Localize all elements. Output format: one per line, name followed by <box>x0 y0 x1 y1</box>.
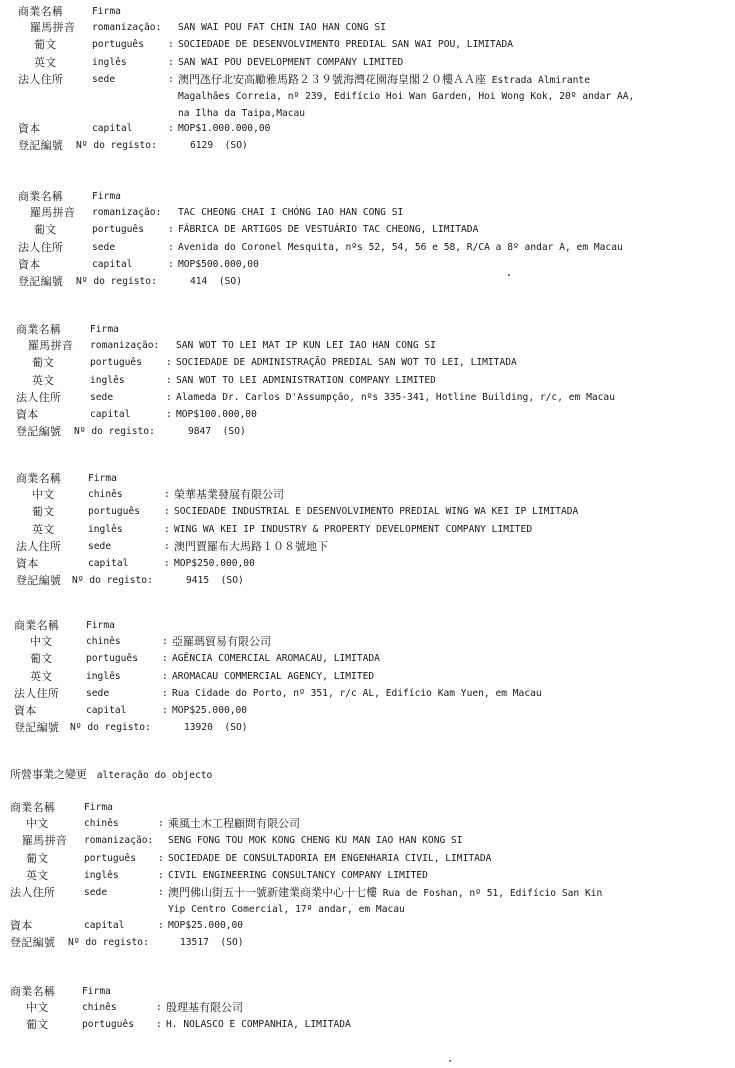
field-value <box>178 205 403 221</box>
field-label-zh: 登記編號 <box>14 721 60 734</box>
field-value <box>174 487 284 504</box>
field-colon: : <box>158 818 164 829</box>
field-value-text: 9415 (SO) <box>186 575 244 586</box>
field-value-text: MOP$1.000.000,00 <box>178 123 271 134</box>
field-value-text: 9847 (SO) <box>188 426 246 437</box>
field-value <box>178 72 590 89</box>
field-colon: : <box>158 887 164 898</box>
field-label-pt: Firma <box>88 473 117 484</box>
field-value <box>166 1017 351 1033</box>
field-label-pt: Firma <box>86 620 115 631</box>
field-value-zh: 乘風土木工程顧問有限公司 <box>168 817 300 830</box>
field-label-zh: 葡文 <box>32 505 55 518</box>
field-label-zh: 葡文 <box>34 223 57 236</box>
field-value <box>190 138 248 154</box>
field-label-pt: Firma <box>82 986 111 997</box>
field-colon: : <box>166 409 172 420</box>
field-value <box>178 222 478 238</box>
field-value-text: SOCIEDADE DE CONSULTADORIA EM ENGENHARIA CIVIL, LIMITADA <box>168 853 492 864</box>
field-value-text: Alameda Dr. Carlos D'Assumpção, nºs 335-341, Hotline Building, r/c, em Macau <box>176 392 615 403</box>
field-label-zh: 資本 <box>18 122 41 135</box>
field-value-continuation: Yip Centro Comercial, 17º andar, em Macau <box>168 904 405 915</box>
field-label-zh: 法人住所 <box>18 241 64 254</box>
field-label-pt: capital <box>92 259 133 270</box>
scan-speck <box>508 274 510 276</box>
field-value <box>178 121 270 137</box>
field-value-text: AROMACAU COMMERCIAL AGENCY, LIMITED <box>172 671 375 682</box>
field-label-pt: inglês <box>92 57 127 68</box>
field-label-pt: sede <box>90 392 114 403</box>
field-value-text: SENG FONG TOU MOK KONG CHENG KU MAN IAO HAN KONG SI <box>168 835 463 846</box>
field-label-zh: 法人住所 <box>16 391 62 404</box>
field-value <box>172 634 271 651</box>
field-value <box>180 935 244 951</box>
field-label-pt: português <box>92 224 144 235</box>
field-value <box>178 257 259 273</box>
field-label-zh: 商業名稱 <box>10 801 56 814</box>
field-value-text: SOCIEDADE DE ADMINISTRAÇÃO PREDIAL SAN WOT TO LEI, LIMITADA <box>176 357 517 368</box>
field-colon: : <box>164 489 170 500</box>
field-label-zh: 法人住所 <box>16 540 62 553</box>
field-value-text: TAC CHEONG CHAI I CHÓNG IAO HAN CONG SI <box>178 207 404 218</box>
field-value-text: MOP$25.000,00 <box>172 705 248 716</box>
field-label-zh: 中文 <box>26 817 49 830</box>
field-label-zh: 法人住所 <box>10 886 56 899</box>
field-label-pt: inglês <box>90 375 125 386</box>
field-label-zh: 商業名稱 <box>10 985 56 998</box>
field-label-pt: Nº do registo: <box>74 426 155 437</box>
field-label-zh: 羅馬拼音 <box>30 21 76 34</box>
field-value-text: Rua Cidade do Porto, nº 351, r/c AL, Edifício Kam Yuen, em Macau <box>172 688 542 699</box>
field-colon: : <box>156 1019 162 1030</box>
field-label-pt: chinês <box>88 489 123 500</box>
field-value-text: 13517 (SO) <box>180 937 244 948</box>
field-label-pt: inglês <box>88 524 123 535</box>
field-value <box>188 424 246 440</box>
field-value-text: SAN WOT TO LEI ADMINISTRATION COMPANY LIMITED <box>176 375 436 386</box>
field-label-zh: 英文 <box>26 869 49 882</box>
field-label-pt: capital <box>90 409 131 420</box>
field-label-zh: 登記編號 <box>16 425 62 438</box>
field-label-pt: Firma <box>90 324 119 335</box>
field-label-zh: 資本 <box>14 704 37 717</box>
field-colon: : <box>158 853 164 864</box>
field-label-zh: 葡文 <box>26 852 49 865</box>
field-colon: : <box>166 375 172 386</box>
field-colon: : <box>168 259 174 270</box>
field-label-zh: 英文 <box>32 374 55 387</box>
section-heading-pt: alteração do objecto <box>96 770 213 781</box>
field-value-text: WING WA KEI IP INDUSTRY & PROPERTY DEVELOPMENT COMPANY LIMITED <box>174 524 533 535</box>
field-value <box>178 55 403 71</box>
field-value <box>176 338 436 354</box>
field-colon: : <box>166 392 172 403</box>
field-colon: : <box>162 705 168 716</box>
field-value-text: AGÊNCIA COMERCIAL AROMACAU, LIMITADA <box>172 653 380 664</box>
field-label-pt: Nº do registo: <box>76 140 157 151</box>
field-label-zh: 葡文 <box>32 356 55 369</box>
field-value-text: MOP$25.000,00 <box>168 920 244 931</box>
field-value <box>168 868 428 884</box>
field-value-zh: 澳門賈羅布大馬路１０８號地下 <box>174 540 328 553</box>
field-value-text: FÁBRICA DE ARTIGOS DE VESTUÁRIO TAC CHEONG, LIMITADA <box>178 224 479 235</box>
field-value-zh: 澳門佛山街五十一號新建業商業中心十七樓 <box>168 886 377 899</box>
field-colon: : <box>164 524 170 535</box>
field-colon: : <box>162 636 168 647</box>
field-value-text: SAN WOT TO LEI MAT IP KUN LEI IAO HAN CONG SI <box>176 340 436 351</box>
field-label-zh: 法人住所 <box>14 687 60 700</box>
field-label-zh: 登記編號 <box>16 574 62 587</box>
field-colon: : <box>166 357 172 368</box>
field-label-zh: 英文 <box>34 56 57 69</box>
field-value-zh: 殷理基有限公司 <box>166 1001 243 1014</box>
field-label-pt: Firma <box>92 6 121 17</box>
field-colon: : <box>162 653 168 664</box>
field-label-pt: sede <box>88 541 112 552</box>
field-label-pt: sede <box>92 74 116 85</box>
field-colon: : <box>164 558 170 569</box>
field-value <box>174 556 255 572</box>
field-label-pt: chinês <box>82 1002 117 1013</box>
field-label-zh: 資本 <box>10 919 33 932</box>
field-label-pt: romanização: <box>92 22 162 33</box>
field-label-zh: 羅馬拼音 <box>28 339 74 352</box>
field-value <box>168 851 491 867</box>
field-label-zh: 商業名稱 <box>16 323 62 336</box>
field-value-text: SAN WAI POU FAT CHIN IAO HAN CONG SI <box>178 22 386 33</box>
field-value <box>174 504 578 520</box>
field-label-pt: português <box>90 357 142 368</box>
field-colon: : <box>164 506 170 517</box>
field-value <box>172 669 374 685</box>
field-value <box>168 833 463 849</box>
field-label-zh: 商業名稱 <box>18 190 64 203</box>
field-label-pt: capital <box>88 558 129 569</box>
field-label-zh: 法人住所 <box>18 73 64 86</box>
field-label-zh: 商業名稱 <box>16 472 62 485</box>
field-value-zh: 亞羅瑪貿易有限公司 <box>172 635 271 648</box>
field-label-zh: 英文 <box>30 670 53 683</box>
field-value <box>168 918 243 934</box>
field-colon: : <box>156 1002 162 1013</box>
field-label-zh: 中文 <box>26 1001 49 1014</box>
field-label-pt: Firma <box>84 802 113 813</box>
field-colon: : <box>168 224 174 235</box>
field-value-text: 13920 (SO) <box>184 722 248 733</box>
field-value-text: SAN WAI POU DEVELOPMENT COMPANY LIMITED <box>178 57 404 68</box>
field-colon: : <box>164 541 170 552</box>
field-label-pt: inglês <box>84 870 119 881</box>
field-value <box>190 274 242 290</box>
section-heading <box>10 767 212 784</box>
field-label-zh: 登記編號 <box>18 275 64 288</box>
field-label-pt: português <box>88 506 140 517</box>
field-label-pt: português <box>92 39 144 50</box>
field-value <box>172 703 247 719</box>
field-colon: : <box>168 57 174 68</box>
field-label-pt: chinês <box>84 818 119 829</box>
field-label-pt: capital <box>84 920 125 931</box>
field-label-pt: sede <box>84 887 108 898</box>
field-colon: : <box>168 39 174 50</box>
field-value <box>176 390 615 406</box>
field-value <box>178 20 386 36</box>
field-label-pt: sede <box>86 688 110 699</box>
field-label-zh: 羅馬拼音 <box>30 206 76 219</box>
field-label-pt: capital <box>92 123 133 134</box>
field-label-pt: Nº do registo: <box>68 937 149 948</box>
field-value <box>172 651 380 667</box>
field-label-zh: 葡文 <box>26 1018 49 1031</box>
field-value <box>184 720 248 736</box>
field-label-pt: capital <box>86 705 127 716</box>
field-value <box>178 37 513 53</box>
field-value <box>176 407 257 423</box>
field-value <box>176 355 517 371</box>
field-label-zh: 葡文 <box>30 652 53 665</box>
field-value-zh: 澳門氹仔北安高勵雅馬路２３９號海灣花園海皇閣２０樓ＡＡ座 <box>178 73 486 86</box>
field-value <box>178 240 623 256</box>
field-value <box>174 539 328 556</box>
field-value-text: H. NOLASCO E COMPANHIA, LIMITADA <box>166 1019 351 1030</box>
field-label-pt: português <box>84 853 136 864</box>
field-label-zh: 中文 <box>32 488 55 501</box>
field-label-pt: romanização: <box>90 340 160 351</box>
field-label-zh: 資本 <box>18 258 41 271</box>
field-label-pt: Nº do registo: <box>70 722 151 733</box>
field-value-text: SOCIEDADE INDUSTRIAL E DESENVOLVIMENTO PREDIAL WING WA KEI IP LIMITADA <box>174 506 579 517</box>
field-label-pt: romanização: <box>84 835 154 846</box>
scan-speck <box>449 1060 451 1062</box>
field-value-text: SOCIEDADE DE DESENVOLVIMENTO PREDIAL SAN WAI POU, LIMITADA <box>178 39 514 50</box>
field-colon: : <box>162 671 168 682</box>
field-label-zh: 商業名稱 <box>14 619 60 632</box>
field-value <box>186 573 244 589</box>
field-label-pt: Nº do registo: <box>72 575 153 586</box>
field-value <box>172 686 542 702</box>
field-value-text: Rua de Foshan, nº 51, Edifício San Kin <box>382 888 603 899</box>
field-value <box>168 816 300 833</box>
field-value-zh: 榮華基業發展有限公司 <box>174 488 284 501</box>
field-value-text: Avenida do Coronel Mesquita, nºs 52, 54, 56 e 58, R/CA a 8º andar A, em Macau <box>178 242 623 253</box>
field-label-zh: 登記編號 <box>18 139 64 152</box>
field-label-pt: português <box>86 653 138 664</box>
field-value-continuation: na Ilha da Taipa,Macau <box>178 108 306 119</box>
field-colon: : <box>168 74 174 85</box>
field-value <box>176 373 436 389</box>
field-label-pt: sede <box>92 242 116 253</box>
field-label-zh: 羅馬拼音 <box>22 834 68 847</box>
field-value-text: MOP$100.000,00 <box>176 409 257 420</box>
field-label-pt: Firma <box>92 191 121 202</box>
field-colon: : <box>158 920 164 931</box>
field-value-text: CIVIL ENGINEERING CONSULTANCY COMPANY LIMITED <box>168 870 428 881</box>
field-label-zh: 資本 <box>16 408 39 421</box>
field-value-text: MOP$250.000,00 <box>174 558 255 569</box>
field-label-zh: 資本 <box>16 557 39 570</box>
field-label-pt: romanização: <box>92 207 162 218</box>
field-colon: : <box>162 688 168 699</box>
field-value-text: 6129 (SO) <box>190 140 248 151</box>
field-label-zh: 登記編號 <box>10 936 56 949</box>
field-value <box>166 1000 243 1017</box>
field-value-text: MOP$500.000,00 <box>178 259 259 270</box>
section-heading-zh: 所營事業之變更 <box>10 768 87 781</box>
field-label-pt: português <box>82 1019 134 1030</box>
field-value-text: 414 (SO) <box>190 276 242 287</box>
field-label-pt: Nº do registo: <box>76 276 157 287</box>
field-label-zh: 英文 <box>32 523 55 536</box>
field-label-zh: 商業名稱 <box>18 5 64 18</box>
field-colon: : <box>158 870 164 881</box>
field-label-pt: chinês <box>86 636 121 647</box>
field-label-zh: 中文 <box>30 635 53 648</box>
field-colon: : <box>168 123 174 134</box>
field-label-zh: 葡文 <box>34 38 57 51</box>
field-colon: : <box>168 242 174 253</box>
field-label-pt: inglês <box>86 671 121 682</box>
field-value-text: Estrada Almirante <box>491 75 590 86</box>
field-value <box>168 885 602 902</box>
field-value-continuation: Magalhães Correia, nº 239, Edifício Hoi Wan Garden, Hoi Wong Kok, 20º andar AA, <box>178 91 635 102</box>
field-value <box>174 522 532 538</box>
